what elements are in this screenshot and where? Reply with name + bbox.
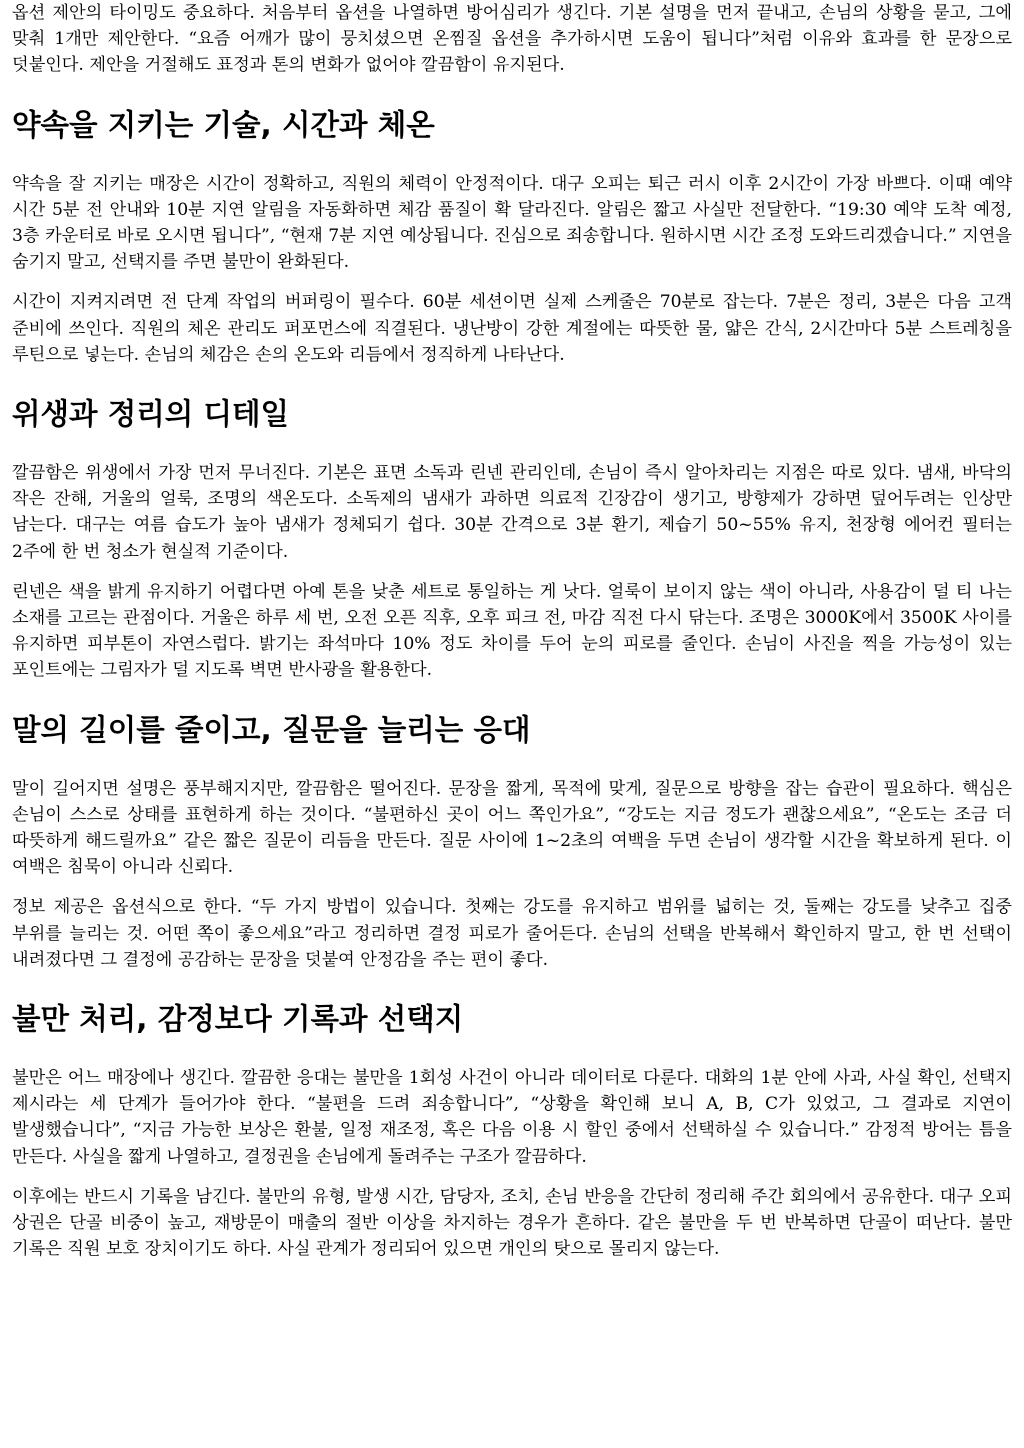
section-paragraph: 불만은 어느 매장에나 생긴다. 깔끔한 응대는 불만을 1회성 사건이 아니라 데이터로 다룬다. 대화의 1분 안에 사과, 사실 확인, 선택지 제시라는 세 단계가 들어가야 한다. “불편을 드려 죄송합니다”, “상황을 확인해 보니 A, B, C가 있었고, 그 결과로 지연이 발생했습니다”, “지금 가능한 보상은 환불, 일정 재조정, 혹은 다음 이용 시 할인 중에서 선택하실 수 있습니다.” 감정적 방어는 틈을 만든다. 사실을 짧게 나열하고, 결정권을 손님에게 돌려주는 구조가 깔끔하다.: [12, 1068, 1012, 1167]
section-heading-conversation: 말의 길이를 줄이고, 질문을 늘리는 응대: [12, 712, 531, 747]
section-paragraph: 깔끔함은 위생에서 가장 먼저 무너진다. 기본은 표면 소독과 린넨 관리인데, 손님이 즉시 알아차리는 지점은 따로 있다. 냄새, 바닥의 작은 잔해, 거울의 얼룩, 조명의 색온도다. 소독제의 냄새가 과하면 의료적 긴장감이 생기고, 방향제가 강하면 덮어두려는 인상만 남는다. 대구는 여름 습도가 높아 냄새가 정체되기 쉽다. 30분 간격으로 3분 환기, 제습기 50~55% 유지, 천장형 에어컨 필터는 2주에 한 번 청소가 현실적 기준이다.: [12, 463, 1012, 562]
section-paragraph: 말이 길어지면 설명은 풍부해지지만, 깔끔함은 떨어진다. 문장을 짧게, 목적에 맞게, 질문으로 방향을 잡는 습관이 필요하다. 핵심은 손님이 스스로 상태를 표현하게 하는 것이다. “불편하신 곳이 어느 쪽인가요”, “강도는 지금 정도가 괜찮으세요”, “온도는 조금 더 따뜻하게 해드릴까요” 같은 짧은 질문이 리듬을 만든다. 질문 사이에 1~2초의 여백을 두면 손님이 생각할 시간을 확보하게 된다. 이 여백은 침묵이 아니라 신뢰다.: [12, 778, 1012, 878]
section-paragraph: 이후에는 반드시 기록을 남긴다. 불만의 유형, 발생 시간, 담당자, 조치, 손님 반응을 간단히 정리해 주간 회의에서 공유한다. 대구 오피 상권은 단골 비중이 높고, 재방문이 매출의 절반 이상을 차지하는 경우가 흔하다. 같은 불만을 두 번 반복하면 단골이 떠난다. 불만 기록은 직원 보호 장치이기도 하다. 사실 관계가 정리되어 있으면 개인의 탓으로 몰리지 않는다.: [12, 1186, 1012, 1260]
section-heading-promise-keeping: 약속을 지키는 기술, 시간과 체온: [12, 107, 435, 142]
section-heading-hygiene: 위생과 정리의 디테일: [12, 397, 290, 432]
section-heading-complaints: 불만 처리, 감정보다 기록과 선택지: [12, 1002, 464, 1037]
section-paragraph: 정보 제공은 옵션식으로 한다. “두 가지 방법이 있습니다. 첫째는 강도를 유지하고 범위를 넓히는 것, 둘째는 강도를 낮추고 집중 부위를 늘리는 것. 어떤 쪽이 좋으세요”라고 정리하면 결정 피로가 줄어든다. 손님의 선택을 반복해서 확인하지 말고, 한 번 선택이 내려졌다면 그 결정에 공감하는 문장을 덧붙여 안정감을 주는 편이 좋다.: [12, 897, 1012, 970]
intro-paragraph: 옵션 제안의 타이밍도 중요하다. 처음부터 옵션을 나열하면 방어심리가 생긴다. 기본 설명을 먼저 끝내고, 손님의 상황을 묻고, 그에 맞춰 1개만 제안한다. “요즘 어깨가 많이 뭉치셨으면 온찜질 옵션을 추가하시면 도움이 됩니다”처럼 이유와 효과를 한 문장으로 덧붙인다. 제안을 거절해도 표정과 톤의 변화가 없어야 깔끔함이 유지된다.: [12, 3, 1012, 76]
section-paragraph: 시간이 지켜지려면 전 단계 작업의 버퍼링이 필수다. 60분 세션이면 실제 스케줄은 70분로 잡는다. 7분은 정리, 3분은 다음 고객 준비에 쓰인다. 직원의 체온 관리도 퍼포먼스에 직결된다. 냉난방이 강한 계절에는 따뜻한 물, 얇은 간식, 2시간마다 5분 스트레칭을 루틴으로 넣는다. 손님의 체감은 손의 온도와 리듬에서 정직하게 나타난다.: [12, 292, 1012, 365]
section-paragraph: 약속을 잘 지키는 매장은 시간이 정확하고, 직원의 체력이 안정적이다. 대구 오피는 퇴근 러시 이후 2시간이 가장 바쁘다. 이때 예약 시간 5분 전 안내와 10분 지연 알림을 자동화하면 체감 품질이 확 달라진다. 알림은 짧고 사실만 전달한다. “19:30 예약 도착 예정, 3층 카운터로 바로 오시면 됩니다”, “현재 7분 지연 예상됩니다. 진심으로 죄송합니다. 원하시면 시간 조정 도와드리겠습니다.” 지연을 숨기지 말고, 선택지를 주면 불만이 완화된다.: [12, 173, 1012, 273]
section-paragraph: 린넨은 색을 밝게 유지하기 어렵다면 아예 톤을 낮춘 세트로 통일하는 게 낫다. 얼룩이 보이지 않는 색이 아니라, 사용감이 덜 티 나는 소재를 고르는 관점이다. 거울은 하루 세 번, 오전 오픈 직후, 오후 피크 전, 마감 직전 다시 닦는다. 조명은 3000K에서 3500K 사이를 유지하면 피부톤이 자연스럽다. 밝기는 좌석마다 10% 정도 차이를 두어 눈의 피로를 줄인다. 손님이 사진을 찍을 가능성이 있는 포인트에는 그림자가 덜 지도록 벽면 반사광을 활용한다.: [12, 581, 1012, 681]
